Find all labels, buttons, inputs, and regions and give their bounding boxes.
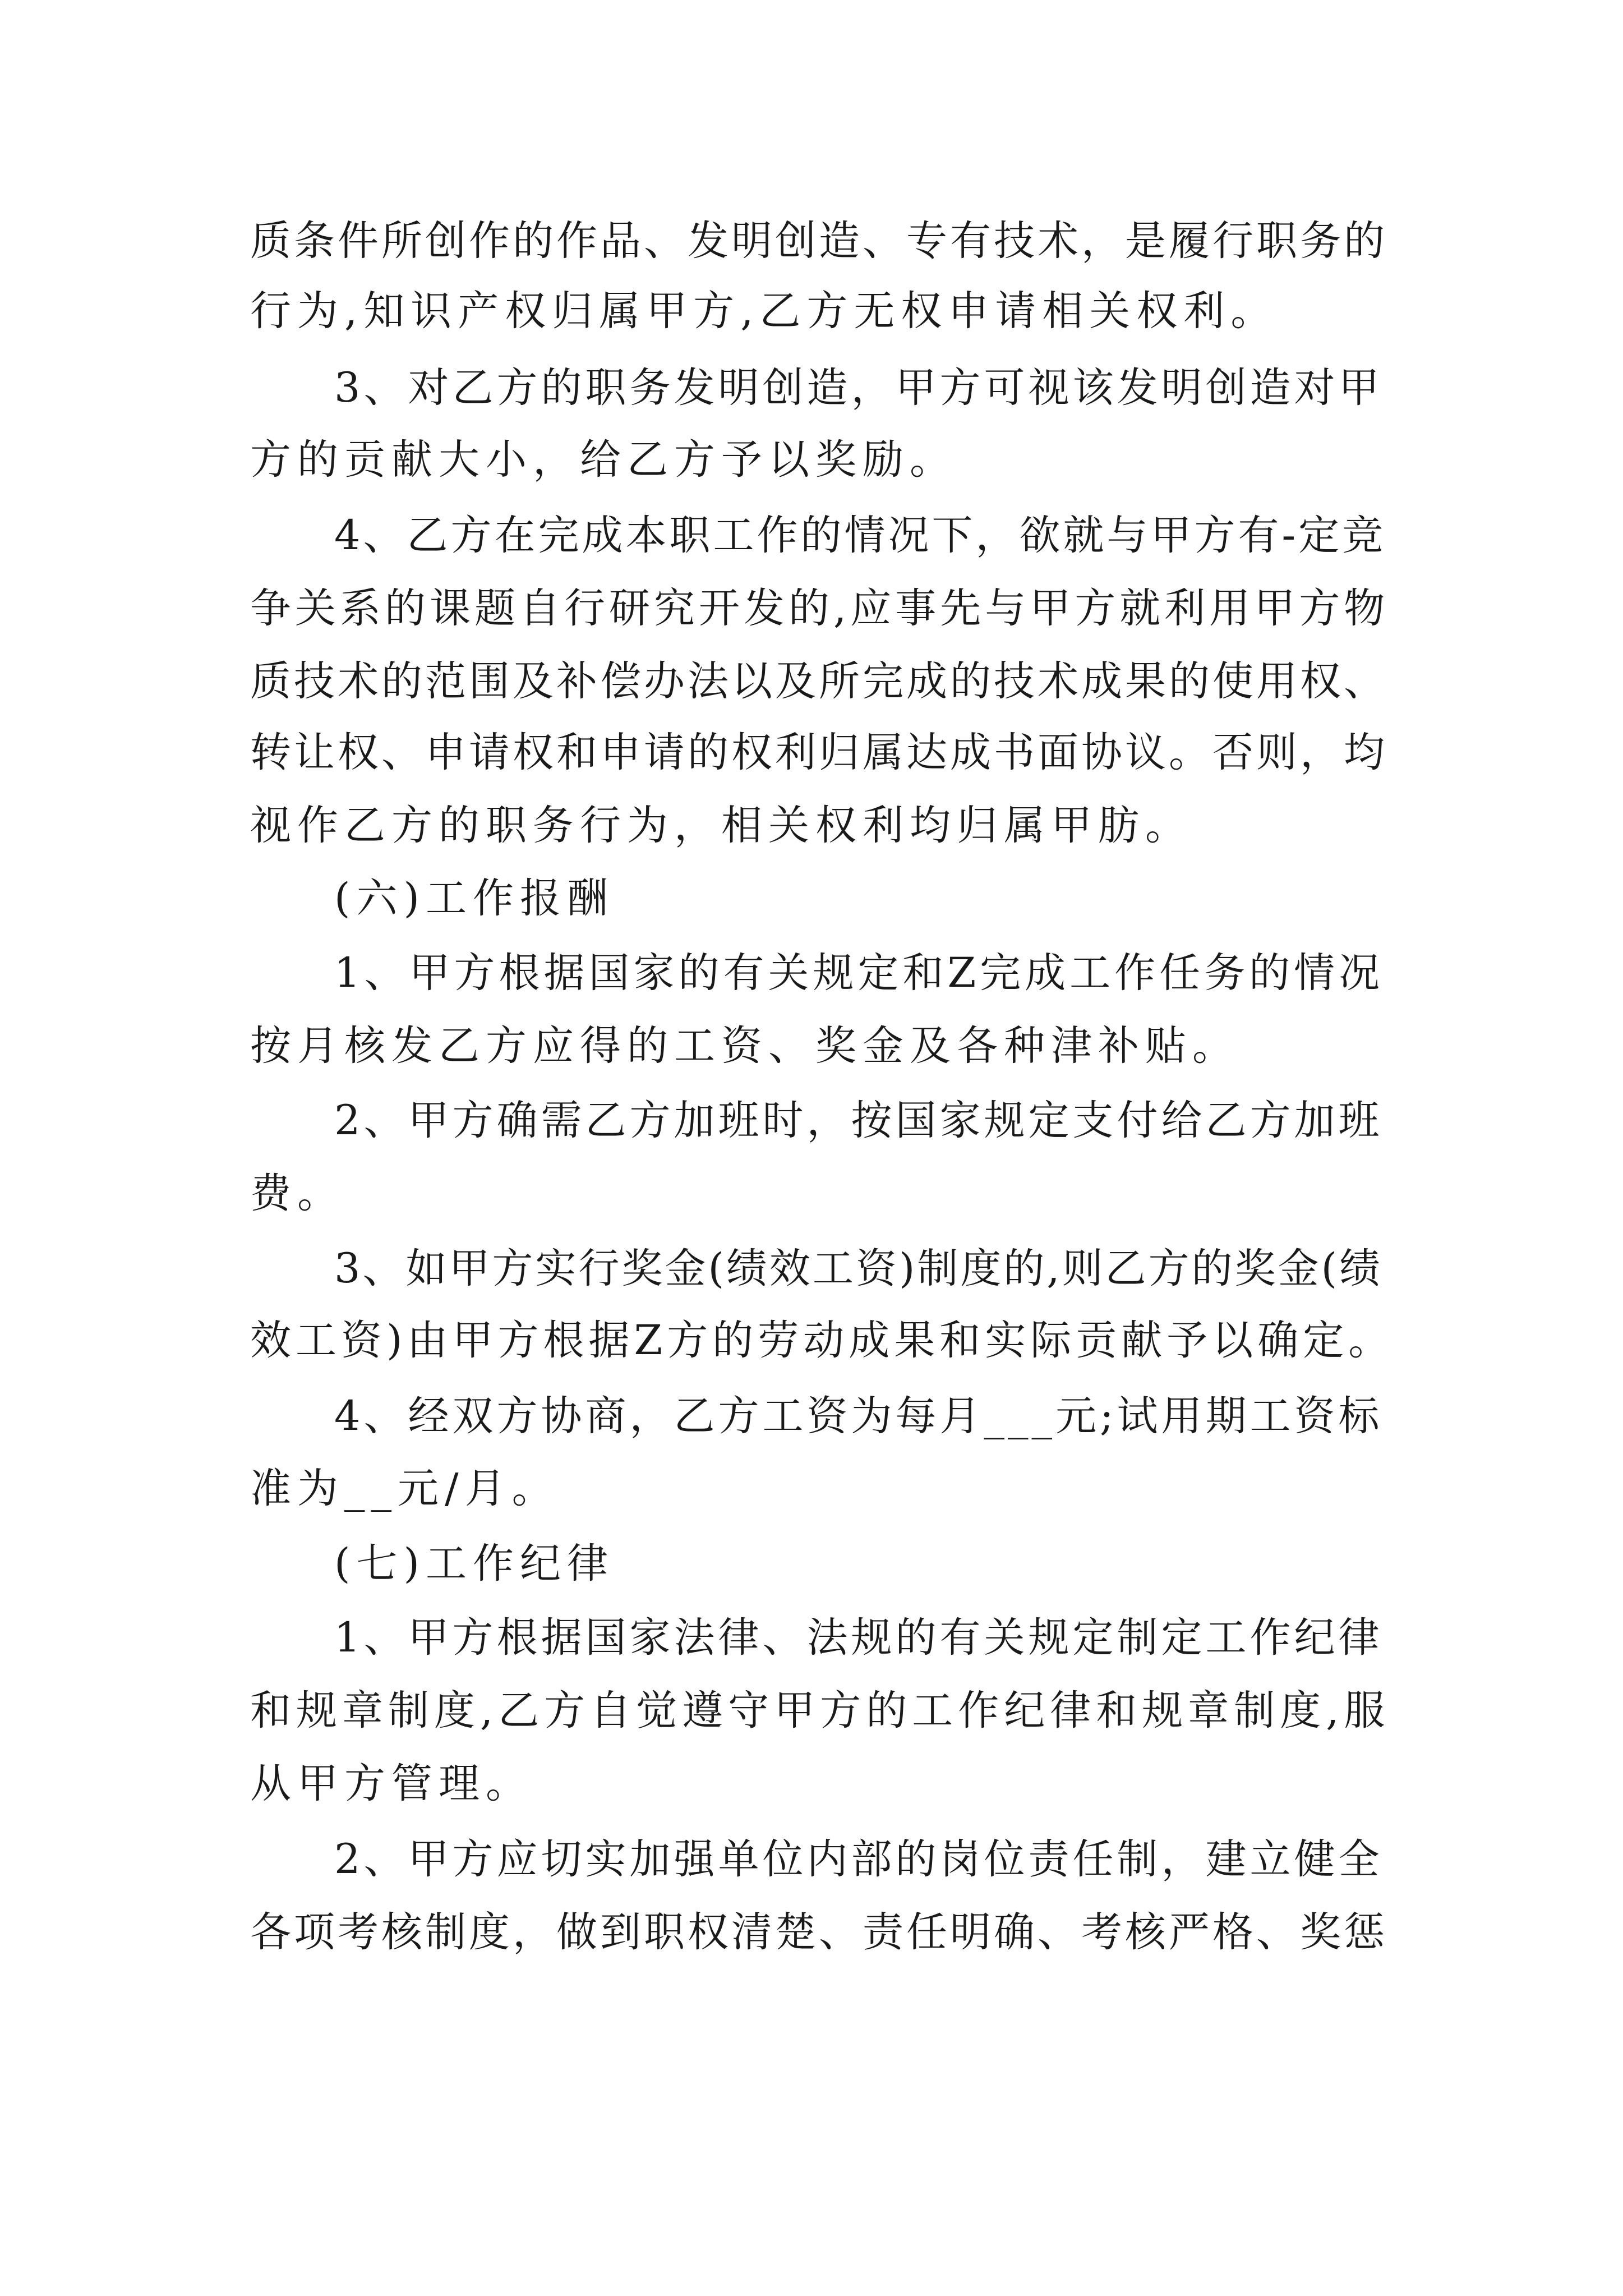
text-line-23: 2、甲方应切实加强单位内部的岗位责任制，建立健全 (334, 1835, 1383, 1883)
text-line-7: 质技术的范围及补偿办法以及所完成的技术成果的使用权、 (250, 657, 1387, 705)
text-line-17: 4、经双方协商，乙方工资为每月___元;试用期工资标 (334, 1392, 1383, 1440)
text-line-9: 视作乙方的职务行为，相关权利均归属甲肪。 (250, 802, 1192, 849)
text-line-20: 1、甲方根据国家法律、法规的有关规定制定工作纪律 (334, 1614, 1383, 1662)
text-line-24: 各项考核制度，做到职权清楚、责任明确、考核严格、奖惩 (250, 1908, 1387, 1956)
text-line-18: 准为__元/月。 (250, 1465, 559, 1512)
text-line-3: 3、对乙方的职务发明创造，甲方可视该发明创造对甲 (334, 364, 1383, 412)
text-line-21: 和规章制度,乙方自觉遵守甲方的工作纪律和规章制度,服 (250, 1687, 1390, 1734)
section-heading-7: (七)工作纪律 (334, 1540, 614, 1588)
text-line-15: 3、如甲方实行奖金(绩效工资)制度的,则乙方的奖金(绩 (334, 1245, 1383, 1292)
text-line-11: 1、甲方根据国家的有关规定和Z完成工作任务的情况 (334, 949, 1384, 997)
text-line-16: 效工资)由甲方根据Z方的劳动成果和实际贡献予以确定。 (250, 1317, 1394, 1364)
text-line-22: 从甲方管理。 (250, 1760, 533, 1807)
section-heading-6: (六)工作报酬 (334, 875, 614, 922)
text-line-14: 费。 (250, 1170, 344, 1217)
text-line-4: 方的贡献大小，给乙方予以奖励。 (250, 436, 957, 484)
text-line-8: 转让权、申请权和申请的权利归属达成书面协议。否则，均 (250, 729, 1387, 776)
text-line-6: 争关系的课题自行研究开发的,应事先与甲方就利用甲方物 (250, 585, 1389, 632)
text-line-12: 按月核发乙方应得的工资、奖金及各种津补贴。 (250, 1022, 1239, 1070)
text-line-2: 行为,知识产权归属甲方,乙方无权申请相关权利。 (250, 287, 1278, 335)
text-line-13: 2、甲方确需乙方加班时，按国家规定支付给乙方加班 (334, 1097, 1383, 1144)
text-line-1: 质条件所创作的作品、发明创造、专有技术，是履行职务的 (250, 217, 1387, 265)
text-line-5: 4、乙方在完成本职工作的情况下，欲就与甲方有-定竞 (334, 512, 1386, 559)
